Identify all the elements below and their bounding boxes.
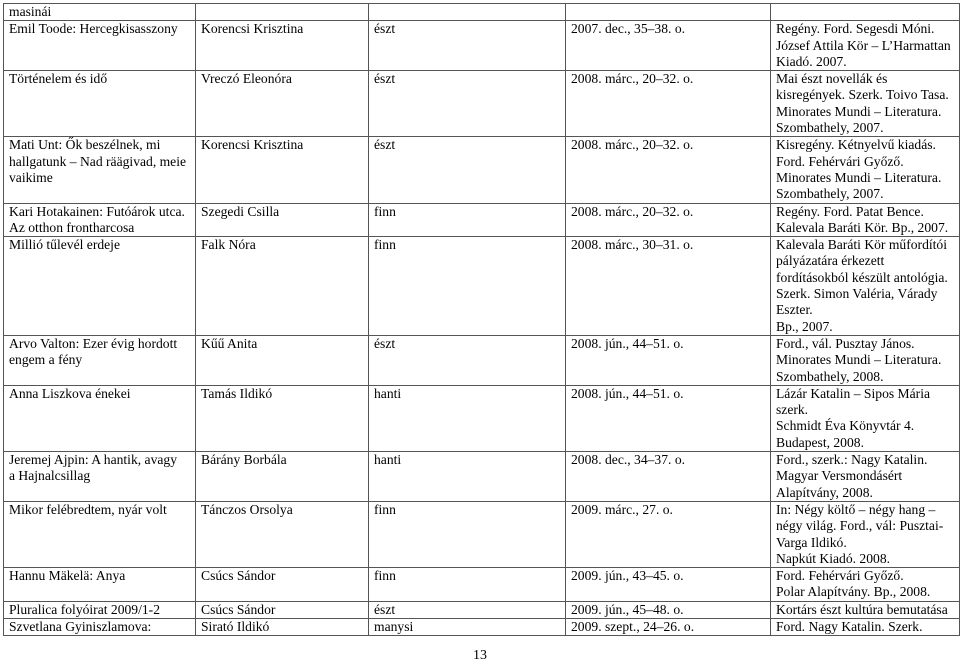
cell-issue: [566, 335, 771, 385]
cell-notes: [771, 568, 960, 602]
issue-line: 2009. jún., 45–48. o.: [571, 601, 684, 617]
notes-line: Polar Alapítvány. Bp., 2008.: [776, 584, 931, 600]
table-row: [4, 335, 960, 385]
language-line: észt: [374, 601, 396, 617]
table-body: [4, 4, 960, 636]
translator-line: Korencsi Krisztina: [201, 21, 304, 37]
language-line: finn: [374, 237, 396, 253]
title-line: Anna Liszkova énekei: [9, 385, 131, 401]
cell-title: [4, 618, 196, 635]
table-row: [4, 203, 960, 237]
notes-line: Regény. Ford. Patat Bence.: [776, 203, 924, 219]
translator-line: Szegedi Csilla: [201, 203, 280, 219]
notes-line: Varga Ildikó.: [776, 534, 847, 550]
cell-notes: [771, 21, 960, 71]
title-line: vaikime: [9, 169, 53, 185]
cell-language: [369, 452, 566, 502]
notes-line: Kisregény. Kétnyelvű kiadás.: [776, 137, 936, 153]
translator-line: Tamás Ildikó: [201, 385, 273, 401]
cell-notes: [771, 71, 960, 137]
page-number: 13: [473, 648, 487, 663]
notes-line: Schmidt Éva Könyvtár 4.: [776, 418, 915, 434]
cell-issue: [566, 237, 771, 336]
cell-notes: [771, 335, 960, 385]
translator-line: Vreczó Eleonóra: [201, 71, 292, 87]
cell-issue: [566, 4, 771, 21]
cell-translator: [196, 501, 369, 567]
notes-line: fordításokból készült antológia.: [776, 269, 948, 285]
title-line: Jeremej Ajpin: A hantik, avagy: [9, 452, 178, 468]
issue-line: 2008. dec., 34–37. o.: [571, 452, 686, 468]
cell-translator: [196, 335, 369, 385]
translator-line: Bárány Borbála: [201, 452, 287, 468]
notes-line: Kalevala Baráti Kör. Bp., 2007.: [776, 219, 949, 235]
cell-language: [369, 568, 566, 602]
cell-language: [369, 601, 566, 618]
cell-language: [369, 71, 566, 137]
title-line: Arvo Valton: Ezer évig hordott: [9, 335, 178, 351]
notes-line: Magyar Versmondásért: [776, 468, 903, 484]
issue-line: [571, 4, 765, 20]
notes-line: Napkút Kiadó. 2008.: [776, 550, 891, 566]
table-row: [4, 601, 960, 618]
cell-language: [369, 237, 566, 336]
language-line: finn: [374, 203, 396, 219]
title-line: a Hajnalcsillag: [9, 468, 91, 484]
cell-notes: [771, 203, 960, 237]
translator-line: Sirató Ildikó: [201, 618, 270, 634]
notes-line: Szombathely, 2007.: [776, 120, 884, 136]
cell-translator: [196, 237, 369, 336]
notes-line: Minorates Mundi – Literatura.: [776, 352, 942, 368]
notes-line: négy világ. Ford., vál: Pusztai-: [776, 518, 944, 534]
translator-line: Falk Nóra: [201, 237, 256, 253]
notes-line: Regény. Ford. Segesdi Móni.: [776, 21, 935, 37]
notes-line: Kiadó. 2007.: [776, 53, 847, 69]
issue-line: 2008. márc., 20–32. o.: [571, 203, 694, 219]
table-row: [4, 452, 960, 502]
table-row: [4, 618, 960, 635]
cell-translator: [196, 385, 369, 451]
language-line: finn: [374, 568, 396, 584]
title-line: Pluralica folyóirat 2009/1-2: [9, 601, 161, 617]
issue-line: 2007. dec., 35–38. o.: [571, 21, 686, 37]
table-row: [4, 385, 960, 451]
cell-title: [4, 501, 196, 567]
table-row: [4, 71, 960, 137]
cell-translator: [196, 71, 369, 137]
language-line: manysi: [374, 618, 414, 634]
cell-notes: [771, 137, 960, 203]
notes-line: Mai észt novellák és: [776, 71, 888, 87]
cell-language: [369, 203, 566, 237]
cell-translator: [196, 618, 369, 635]
title-line: Millió tűlevél erdeje: [9, 237, 120, 253]
cell-notes: [771, 452, 960, 502]
cell-issue: [566, 452, 771, 502]
issue-line: 2009. szept., 24–26. o.: [571, 618, 695, 634]
title-line: Hannu Mäkelä: Anya: [9, 568, 126, 584]
translator-line: Kűű Anita: [201, 335, 258, 351]
notes-line: Ford. Fehérvári Győző.: [776, 153, 904, 169]
language-line: hanti: [374, 385, 402, 401]
cell-notes: [771, 4, 960, 21]
notes-line: szerk.: [776, 402, 809, 418]
cell-title: [4, 452, 196, 502]
notes-line: Szombathely, 2008.: [776, 368, 884, 384]
title-line: Az otthon frontharcosa: [9, 219, 135, 235]
notes-line: In: Négy költő – négy hang –: [776, 501, 936, 517]
cell-issue: [566, 601, 771, 618]
notes-line: Ford., vál. Pusztay János.: [776, 335, 915, 351]
issue-line: 2009. márc., 27. o.: [571, 501, 673, 517]
translator-line: [201, 4, 363, 20]
notes-line: Minorates Mundi – Literatura.: [776, 103, 942, 119]
cell-issue: [566, 501, 771, 567]
cell-title: [4, 21, 196, 71]
issue-line: 2008. márc., 20–32. o.: [571, 137, 694, 153]
notes-line: Ford., szerk.: Nagy Katalin.: [776, 452, 928, 468]
cell-title: [4, 601, 196, 618]
title-line: Szvetlana Gyiniszlamova:: [9, 618, 152, 634]
table-row: [4, 568, 960, 602]
title-line: Történelem és idő: [9, 71, 108, 87]
cell-translator: [196, 21, 369, 71]
issue-line: 2008. márc., 30–31. o.: [571, 237, 694, 253]
language-line: hanti: [374, 452, 402, 468]
notes-line: Lázár Katalin – Sipos Mária: [776, 385, 931, 401]
cell-notes: [771, 385, 960, 451]
language-line: finn: [374, 501, 396, 517]
notes-line: Bp., 2007.: [776, 318, 833, 334]
issue-line: 2008. márc., 20–32. o.: [571, 71, 694, 87]
cell-title: [4, 385, 196, 451]
language-line: észt: [374, 71, 396, 87]
notes-line: Ford. Nagy Katalin. Szerk.: [776, 618, 923, 634]
cell-notes: [771, 237, 960, 336]
notes-line: Minorates Mundi – Literatura.: [776, 169, 942, 185]
cell-language: [369, 137, 566, 203]
cell-notes: [771, 501, 960, 567]
cell-title: [4, 71, 196, 137]
notes-line: pályázatára érkezett: [776, 253, 885, 269]
table-row: [4, 4, 960, 21]
cell-issue: [566, 568, 771, 602]
title-line: masinái: [9, 4, 52, 19]
translator-line: Csúcs Sándor: [201, 601, 276, 617]
notes-line: Kortárs észt kultúra bemutatása: [776, 601, 948, 617]
cell-language: [369, 385, 566, 451]
cell-issue: [566, 385, 771, 451]
title-line: engem a fény: [9, 352, 83, 368]
title-line: Emil Toode: Hercegkisasszony: [9, 21, 178, 37]
notes-line: Ford. Fehérvári Győző.: [776, 568, 904, 584]
notes-line: Kalevala Baráti Kör műfordítói: [776, 237, 947, 253]
cell-translator: [196, 568, 369, 602]
notes-line: Alapítvány, 2008.: [776, 484, 873, 500]
notes-line: [776, 4, 954, 20]
issue-line: 2008. jún., 44–51. o.: [571, 335, 684, 351]
cell-issue: [566, 137, 771, 203]
cell-issue: [566, 203, 771, 237]
language-line: észt: [374, 137, 396, 153]
cell-translator: [196, 137, 369, 203]
issue-line: 2009. jún., 43–45. o.: [571, 568, 684, 584]
cell-notes: [771, 601, 960, 618]
cell-issue: [566, 71, 771, 137]
cell-translator: [196, 4, 369, 21]
language-line: [374, 4, 560, 20]
cell-title: [4, 335, 196, 385]
cell-title: [4, 237, 196, 336]
cell-title: [4, 137, 196, 203]
table-row: [4, 501, 960, 567]
notes-line: Szerk. Simon Valéria, Várady: [776, 286, 938, 302]
cell-title: [4, 4, 196, 21]
language-line: észt: [374, 21, 396, 37]
cell-language: [369, 501, 566, 567]
title-line: Mati Unt: Ők beszélnek, mi: [9, 137, 161, 153]
cell-title: [4, 568, 196, 602]
cell-translator: [196, 601, 369, 618]
translator-line: Korencsi Krisztina: [201, 137, 304, 153]
bibliography-table: [3, 3, 960, 636]
translator-line: Csúcs Sándor: [201, 568, 276, 584]
cell-translator: [196, 203, 369, 237]
notes-line: József Attila Kör – L’Harmattan: [776, 37, 951, 53]
cell-language: [369, 618, 566, 635]
cell-language: [369, 21, 566, 71]
notes-line: Budapest, 2008.: [776, 434, 864, 450]
table-row: [4, 21, 960, 71]
cell-title: [4, 203, 196, 237]
translator-line: Tánczos Orsolya: [201, 501, 293, 517]
cell-language: [369, 4, 566, 21]
title-line: hallgatunk – Nad räägivad, meie: [9, 153, 187, 169]
cell-language: [369, 335, 566, 385]
cell-issue: [566, 21, 771, 71]
table-row: [4, 237, 960, 336]
title-line: Kari Hotakainen: Futóárok utca.: [9, 203, 185, 219]
cell-notes: [771, 618, 960, 635]
notes-line: Eszter.: [776, 302, 813, 318]
notes-line: Szombathely, 2007.: [776, 186, 884, 202]
language-line: észt: [374, 335, 396, 351]
cell-translator: [196, 452, 369, 502]
notes-line: kisregények. Szerk. Toivo Tasa.: [776, 87, 949, 103]
cell-issue: [566, 618, 771, 635]
title-line: Mikor felébredtem, nyár volt: [9, 501, 167, 517]
issue-line: 2008. jún., 44–51. o.: [571, 385, 684, 401]
table-row: [4, 137, 960, 203]
